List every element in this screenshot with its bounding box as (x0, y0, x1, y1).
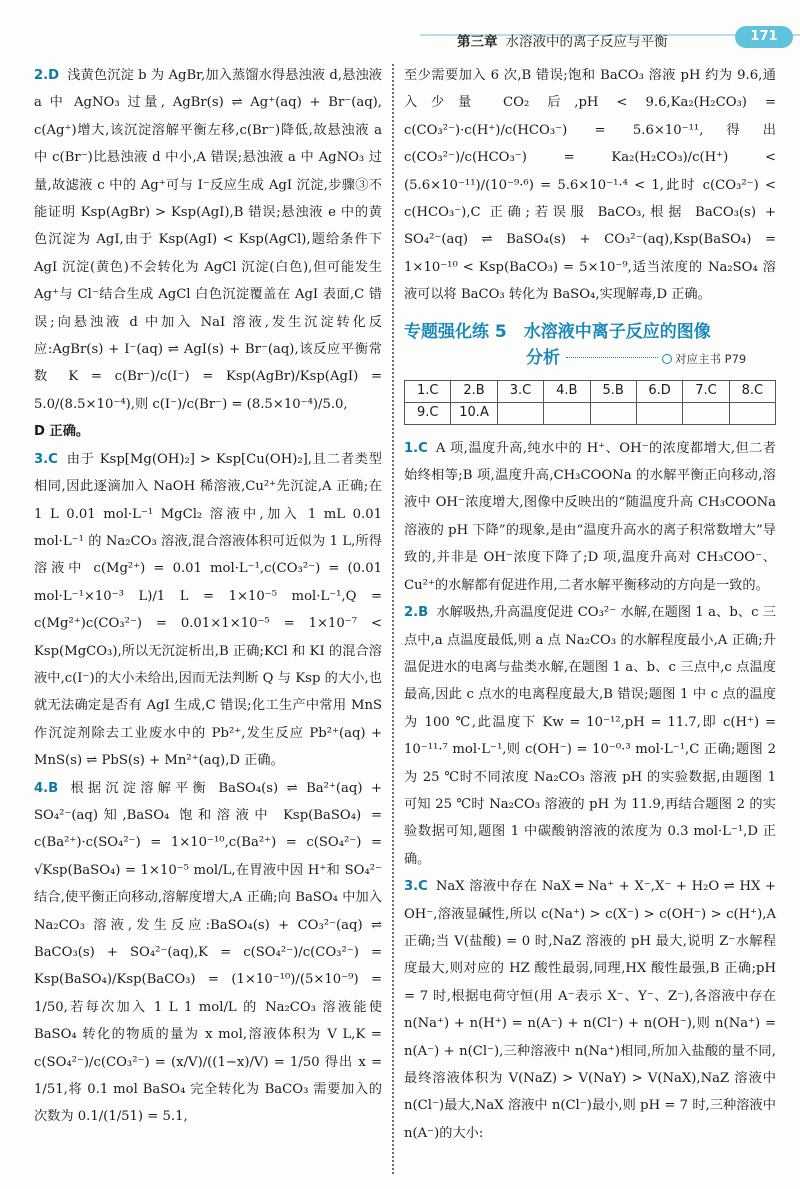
leader-dots (566, 357, 658, 358)
table-cell: 7.C (683, 380, 729, 402)
table-cell (636, 402, 682, 424)
search-icon (662, 354, 672, 364)
left-column (34, 62, 382, 1131)
table-cell: 4.B (544, 380, 590, 402)
book-reference: 对应主书 P79 (675, 351, 747, 366)
table-cell (497, 402, 543, 424)
table-row (405, 402, 776, 424)
column-divider (392, 64, 394, 1174)
page-number-badge: 171 (735, 26, 793, 48)
answer-4-continued: 至少需要加入 6 次,B 错误;饱和 BaCO₃ 溶液 pH 约为 9.6,通入少量 CO₂ 后,pH < 9.6,Ka₂(H₂CO₃) = c(CO₃²⁻)·c(H⁺)/c(HCO₃⁻) = 5.6×10⁻¹¹,得出 c(CO₃²⁻)/c(HCO₃⁻) = Ka₂(H₂CO₃)/c(H⁺) < (5.6×10⁻¹¹)/(10⁻⁹·⁶) = 5.6×10⁻¹·⁴ < 1,此时 c(CO₃²⁻) < c(HCO₃⁻),C 正确;若误服 BaCO₃,根据 BaCO₃(s) + SO₄²⁻(aq) ⇌ BaSO₄(s) + CO₃²⁻(aq),Ksp(BaSO₄) = 1×10⁻¹⁰ < Ksp(BaCO₃) = 5×10⁻⁹,适当浓度的 Na₂SO₄ 溶液可以将 BaCO₃ 转化为 BaSO₄,实现解毒,D 正确。 (404, 68, 776, 303)
table-cell: 3.C (497, 380, 543, 402)
table-cell: 8.C (729, 380, 775, 402)
section-subtitle: 分析 对应主书 P79 (526, 347, 747, 368)
table-cell: 2.B (451, 380, 497, 402)
right-column (404, 62, 776, 1147)
answer-3: 3.C 由于 Ksp[Mg(OH)₂] > Ksp[Cu(OH)₂],且二者类型相同,因此逐滴加入 NaOH 稀溶液,Cu²⁺先沉淀,A 正确;在 1 L 0.01 mol·L⁻¹ MgCl₂ 溶液中,加入 1 mL 0.01 mol·L⁻¹ 的 Na₂CO₃ 溶液,混合溶液体积可近似为 1 L,所得溶液中 c(Mg²⁺) = 0.01 mol·L⁻¹,c(CO₃²⁻) = (0.01 mol·L⁻¹×10⁻³ L)/1 L = 1×10⁻⁵ mol·L⁻¹,Q = c(Mg²⁺)c(CO₃²⁻) = 0.01×1×10⁻⁵ = 1×10⁻⁷ < Ksp(MgCO₃),所以无沉淀析出,B 正确;KCl 和 KI 的混合溶液中,c(I⁻)的大小未给出,因而无法判断 Q 与 Ksp 的大小,也就无法确定是否有 AgI 生成,C 错误;化工生产中常用 MnS 作沉淀剂除去工业废水中的 Pb²⁺,发生反应 Pb²⁺(aq) + MnS(s) ⇌ PbS(s) + Mn²⁺(aq),D 正确。 (34, 451, 382, 769)
table-cell (590, 402, 636, 424)
table-cell (729, 402, 775, 424)
answer-2: 2.D 浅黄色沉淀 b 为 AgBr,加入蒸馏水得悬浊液 d,悬浊液 a 中 AgNO₃ 过量, AgBr(s) ⇌ Ag⁺(aq) + Br⁻(aq), c(Ag⁺)增大,该沉淀溶解平衡左移,c(Br⁻)降低,故悬浊液 a 中 c(Br⁻)比悬浊液 d 中小,A 错误;悬浊液 a 中 AgNO₃ 过量,故滤液 c 中的 Ag⁺可与 I⁻反应生成 AgI 沉淀,步骤③不能证明 Ksp(AgBr) > Ksp(AgI),B 错误;悬浊液 e 中的黄色沉淀为 AgI,由于 Ksp(AgI) < Ksp(AgCl),题给条件下 AgI 沉淀(黄色)不会转化为 AgCl 沉淀(白色),但可能发生 Ag⁺与 Cl⁻结合生成 AgCl 白色沉淀覆盖在 AgI 表面,C 错误;向悬浊液 d 中加入 NaI 溶液,发生沉淀转化反应:AgBr(s) + I⁻(aq) ⇌ AgI(s) + Br⁻(aq),该反应平衡常数 K = c(Br⁻)/c(I⁻) = Ksp(AgBr)/Ksp(AgI) = 5.0/(8.5×10⁻⁴),则 c(I⁻)/c(Br⁻) = (8.5×10⁻⁴)/5.0, D 正确。 (34, 68, 382, 440)
chapter-title: 第三章 水溶液中的离子反应与平衡 (457, 34, 668, 50)
page-header (0, 0, 800, 52)
answer-3: 3.C NaX 溶液中存在 NaX ═ Na⁺ + X⁻,X⁻ + H₂O ⇌ HX + OH⁻,溶液显碱性,所以 c(Na⁺) > c(X⁻) > c(OH⁻) > c(H⁺),A 正确;当 V(盐酸) = 0 时,NaZ 溶液的 pH 最大,说明 Z⁻水解程度最大,则对应的 HZ 酸性最弱,同理,HX 酸性最强,B 正确;pH = 7 时,根据电荷守恒(用 A⁻表示 X⁻、Y⁻、Z⁻),各溶液中存在 n(Na⁺) + n(H⁺) = n(A⁻) + n(Cl⁻) + n(OH⁻),则 n(Na⁺) = n(A⁻) + n(Cl⁻),三种溶液中 n(Na⁺)相同,所加入盐酸的量不同,最终溶液体积为 V(NaZ) > V(NaY) > V(NaX),NaZ 溶液中 n(Cl⁻)最大,NaX 溶液中 n(Cl⁻)最小,则 pH = 7 时,三种溶液中 n(A⁻)的大小: (404, 879, 776, 1141)
table-cell: 5.B (590, 380, 636, 402)
table-row (405, 380, 776, 402)
answer-4: 4.B 根据沉淀溶解平衡 BaSO₄(s) ⇌ Ba²⁺(aq) + SO₄²⁻(aq)知,BaSO₄ 饱和溶液中 Ksp(BaSO₄) = c(Ba²⁺)·c(SO₄²⁻) = 1×10⁻¹⁰,c(Ba²⁺) = c(SO₄²⁻) = √Ksp(BaSO₄) = 1×10⁻⁵ mol/L,在胃液中因 H⁺和 SO₄²⁻ 结合,使平衡正向移动,溶解度增大,A 正确;向 BaSO₄ 中加入 Na₂CO₃ 溶液,发生反应:BaSO₄(s) + CO₃²⁻(aq) ⇌ BaCO₃(s) + SO₄²⁻(aq),K = c(SO₄²⁻)/c(CO₃²⁻) = Ksp(BaSO₄)/Ksp(BaCO₃) = (1×10⁻¹⁰)/(5×10⁻⁹) = 1/50,若每次加入 1 L 1 mol/L 的 Na₂CO₃ 溶液能使 BaSO₄ 转化的物质的量为 x mol,溶液体积为 V L,K = c(SO₄²⁻)/c(CO₃²⁻) = (x/V)/((1−x)/V) = 1/50 得出 x = 1/51,将 0.1 mol BaSO₄ 完全转化为 BaCO₃ 需要加入的次数为 0.1/(1/51) = 5.1, (34, 780, 382, 1125)
answer-key-table (404, 380, 776, 425)
table-cell: 9.C (405, 402, 451, 424)
table-cell (683, 402, 729, 424)
table-cell: 10.A (451, 402, 497, 424)
table-cell: 1.C (405, 380, 451, 402)
section-title: 专题强化练 5 水溶液中离子反应的图像 (404, 321, 711, 342)
answer-2: 2.B 水解吸热,升高温度促进 CO₃²⁻ 水解,在题图 1 a、b、c 三点中,a 点温度最低,则 a 点 Na₂CO₃ 的水解程度最小,A 正确;升温促进水的电离与盐类水解,在题图 1 a、b、c 三点中,c 点温度最高,因此 c 点水的电离程度最大,B 错误;题图 1 中 c 点的温度为 100 ℃,此温度下 Kw = 10⁻¹²,pH = 11.7,即 c(H⁺) = 10⁻¹¹·⁷ mol·L⁻¹,则 c(OH⁻) = 10⁻⁰·³ mol·L⁻¹,C 正确;题图 2 为 25 ℃时不同浓度 Na₂CO₃ 溶液 pH 的实验数据,由题图 1 可知 25 ℃时 Na₂CO₃ 溶液的 pH 为 11.9,再结合题图 2 的实验数据可知,题图 1 中碳酸钠溶液的浓度为 0.3 mol·L⁻¹,D 正确。 (404, 605, 776, 867)
table-cell: 6.D (636, 380, 682, 402)
answer-1: 1.C A 项,温度升高,纯水中的 H⁺、OH⁻的浓度都增大,但二者始终相等;B 项,温度升高,CH₃COONa 的水解平衡正向移动,溶液中 OH⁻浓度增大,图像中反映出的“随温度升高 CH₃COONa 溶液的 pH 下降”的现象,是由“温度升高水的离子积常数增大”导致的,并非是 OH⁻浓度下降了;D 项,温度升高对 CH₃COO⁻、Cu²⁺的水解都有促进作用,二者水解平衡移动的方向是一致的。 (404, 440, 776, 593)
table-cell (544, 402, 590, 424)
